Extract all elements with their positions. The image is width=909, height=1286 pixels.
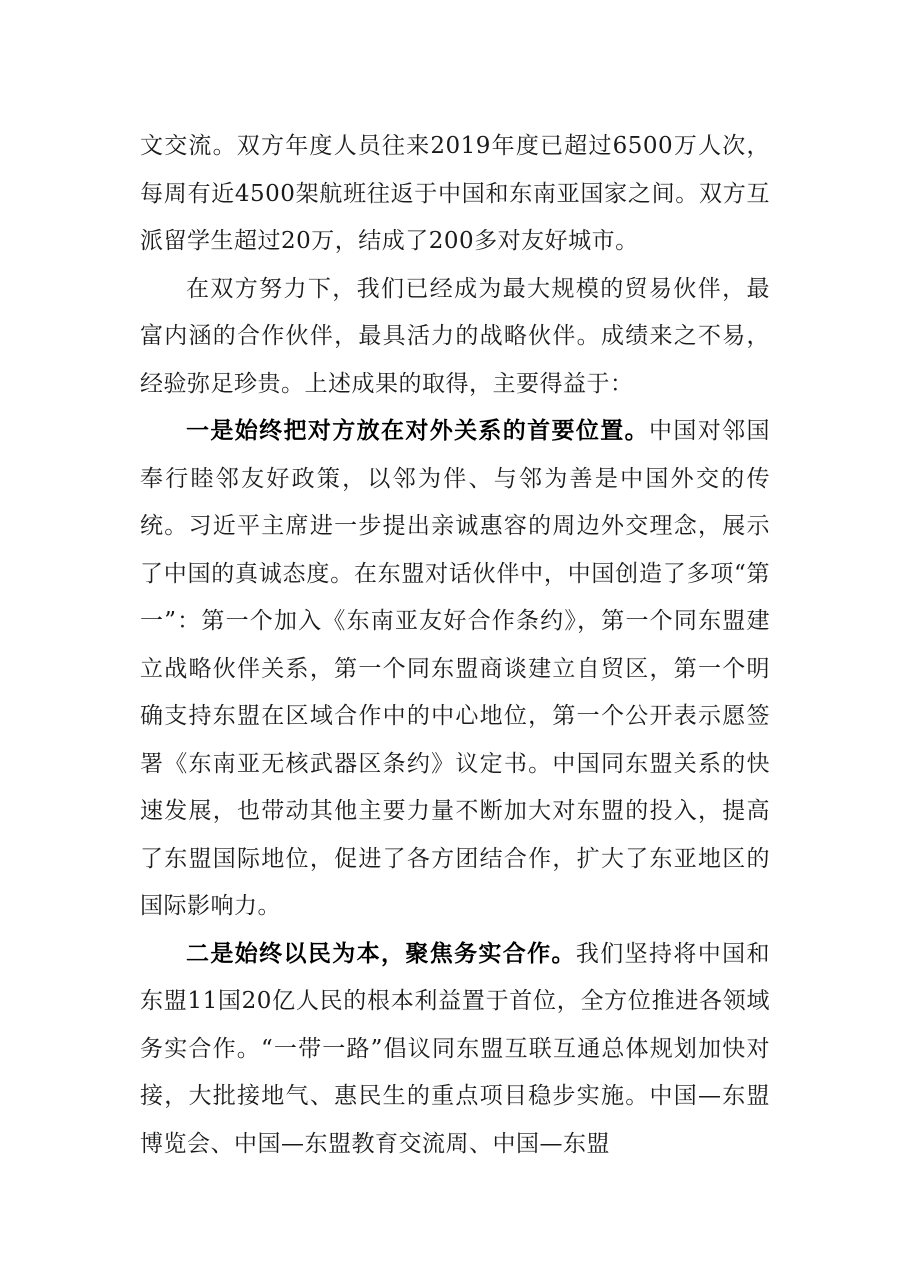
paragraph-text: 在双方努力下，我们已经成为最大规模的贸易伙伴，最富内涵的合作伙伴，最具活力的战略伙伴。成绩来之不易，经验弥足珍贵。上述成果的取得，主要得益于： [140, 275, 770, 397]
document-body [140, 123, 770, 1168]
point-two-heading: 二是始终以民为本，聚焦务实合作。 [186, 940, 576, 967]
paragraph-achievements [140, 266, 770, 409]
paragraph-point-two [140, 931, 770, 1169]
paragraph-text: 中国对邻国奉行睦邻友好政策，以邻为伴、与邻为善是中国外交的传统。习近平主席进一步提出亲诚惠容的周边外交理念，展示了中国的真诚态度。在东盟对话伙伴中，中国创造了多项“第一”：第一个加入《东南亚友好合作条约》，第一个同东盟建立战略伙伴关系，第一个同东盟商谈建立自贸区，第一个明确支持东盟在区域合作中的中心地位，第一个公开表示愿签署《东南亚无核武器区条约》议定书。中国同东盟关系的快速发展，也带动其他主要力量不断加大对东盟的投入，提高了东盟国际地位，促进了各方团结合作，扩大了东亚地区的国际影响力。 [140, 418, 771, 919]
paragraph-point-one [140, 408, 770, 931]
paragraph-text: 文交流。双方年度人员往来2019年度已超过6500万人次，每周有近4500架航班往返于中国和东南亚国家之间。双方互派留学生超过20万，结成了200多对友好城市。 [140, 133, 770, 254]
paragraph-text: 我们坚持将中国和东盟11国20亿人民的根本利益置于首位，全方位推进各领域务实合作。“一带一路”倡议同东盟互联互通总体规划加快对接，大批接地气、惠民生的重点项目稳步实施。中国—东盟博览会、中国—东盟教育交流周、中国—东盟 [140, 940, 771, 1157]
point-one-heading: 一是始终把对方放在对外关系的首要位置。 [186, 418, 650, 444]
paragraph-people-exchange [140, 123, 770, 266]
